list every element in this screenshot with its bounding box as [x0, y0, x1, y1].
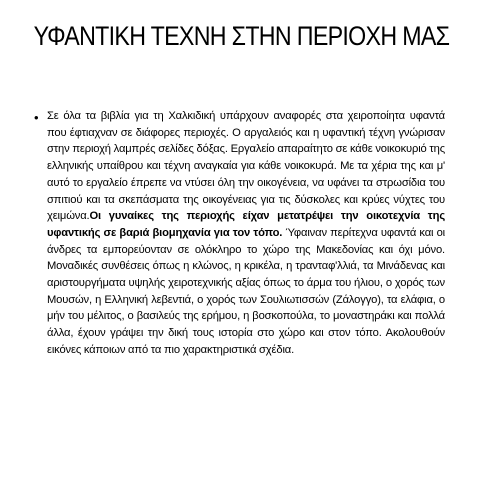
paragraph-text-emphasis: Οι γυναίκες της περιοχής είχαν μετατρέψει την οικοτεχνία της υφαντικής σε βαριά βιομηχανία για τον τόπο. [47, 210, 445, 239]
body-paragraph [47, 108, 445, 359]
paragraph-text-rest: Ύφαιναν περίτεχνα υφαντά και οι άνδρες τα εμπορεύονταν σε ολόκληρο το χώρο της Μακεδονίας και όχι μόνο. Μοναδικές συνθέσεις όπως η κλώνος, η κρικέλα, η τρανταφ'λλιά, τα Μινάδενας και αριστουργήματα υψηλής χειροτεχνικής αξίας όπως το άρμα του ήλιου, ο χορός των Μουσών, η Ελληνική λεβεντιά, ο χορός των Σουλιωτισσών (Ζάλογγο), τα ελάφια, ο μήν του μέλιτος, ο βασιλεύς της ερήμου, η βοσκοπούλα, το μοναστηράκι και πολλά άλλα, έχουν γράψει την δική τους ιστορία στο χώρο και στον τόπο. Ακολουθούν εικόνες κάποιων από τα πιο χαρακτηριστικά σχέδια. [47, 226, 446, 356]
paragraph-text-intro: Σε όλα τα βιβλία για τη Χαλκιδική υπάρχουν αναφορές στα χειροποίητα υφαντά που έφτιαχναν σε διάφορες περιοχές. Ο αργαλειός και η υφαντική τέχνη γνώρισαν στην περιοχή λαμπρές σελίδες δόξας. Εργαλείο απαραίτητο σε κάθε νοικοκυριό της ελληνικής υπαίθρου και τέχνη αναγκαία για κάθε νοικοκυρά. Με τα χέρια της και μ' αυτό το εργαλείο έπρεπε να ντύσει όλη την οικογένεια, να υφάνει τα στρωσίδια του σπιτιού και τα σκεπάσματα της οικογένειας για τις δύσκολες και κρύες νύχτες του χειμώνα. [47, 110, 445, 223]
slide-title: ΥΦΑΝΤΙΚΗ ΤΕΧΝΗ ΣΤΗΝ ΠΕΡΙΟΧΗ ΜΑΣ [33, 21, 450, 51]
bullet-marker: • [34, 110, 39, 125]
